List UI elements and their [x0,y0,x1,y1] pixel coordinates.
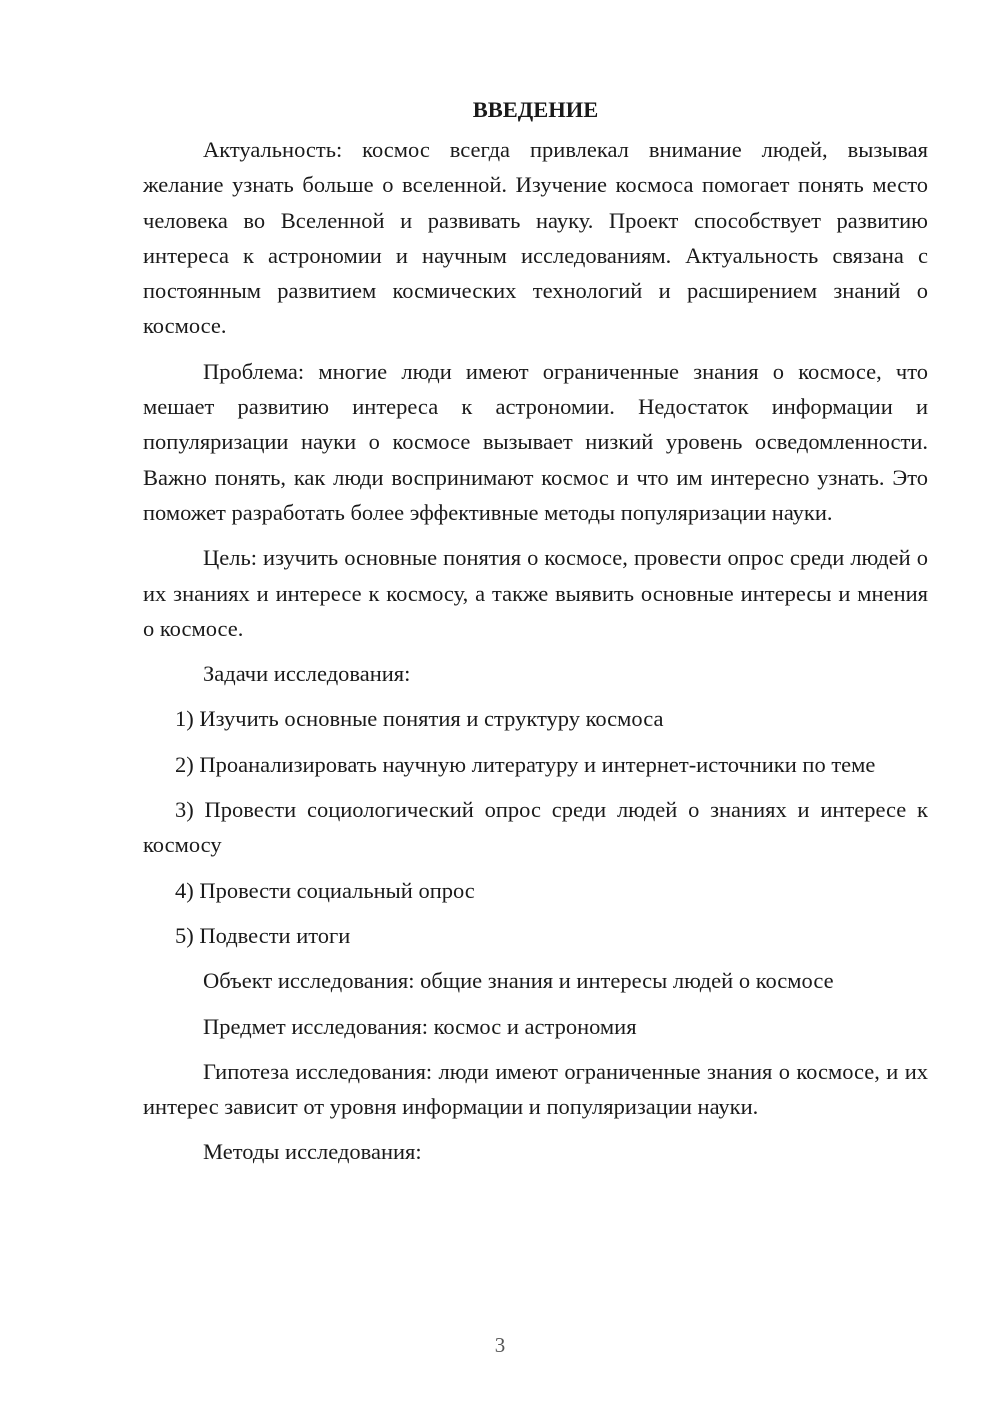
research-hypothesis: Гипотеза исследования: люди имеют ограниченные знания о космосе, и их интерес зависит от уровня информации и популяризации науки. [143,1058,928,1120]
research-methods: Методы исследования: [203,1139,422,1165]
task-item-4: 4) Провести социальный опрос [175,877,475,903]
task-item-3: 3) Провести социологический опрос среди людей о знаниях и интересе к космосу [143,797,928,858]
research-object: Объект исследования: общие знания и интересы людей о космосе [203,968,834,994]
problem-paragraph: Проблема: многие люди имеют ограниченные знания о космосе, что мешает развитию интереса к астрономии. Недостаток информации и популяризации науки о космосе вызывает низкий уровень осведомленности. Важно понять, как люди воспринимают космос и что им интересно узнать. Это поможет разработать более эффективные методы популяризации науки. [143,358,928,525]
task-item-5: 5) Подвести итоги [175,922,351,948]
relevance-paragraph: Актуальность: космос всегда привлекал внимание людей, вызывая желание узнать больше о вселенной. Изучение космоса помогает понять место человека во Вселенной и развивать науку. Проект способствует развитию интереса к астрономии и научным исследованиям. Актуальность связана с постоянным развитием космических технологий и расширением знаний о космосе. [143,137,928,339]
task-item-1: 1) Изучить основные понятия и структуру космоса [175,706,664,732]
document-page [143,96,928,1180]
tasks-heading: Задачи исследования: [203,661,411,687]
goal-paragraph: Цель: изучить основные понятия о космосе, провести опрос среди людей о их знаниях и интересе к космосу, а также выявить основные интересы и мнения о космосе. [143,545,928,641]
research-subject: Предмет исследования: космос и астрономия [203,1013,637,1039]
page-number: 3 [494,1333,506,1357]
task-item-2: 2) Проанализировать научную литературу и интернет-источники по теме [175,751,876,777]
section-title: ВВЕДЕНИЕ [472,97,599,122]
